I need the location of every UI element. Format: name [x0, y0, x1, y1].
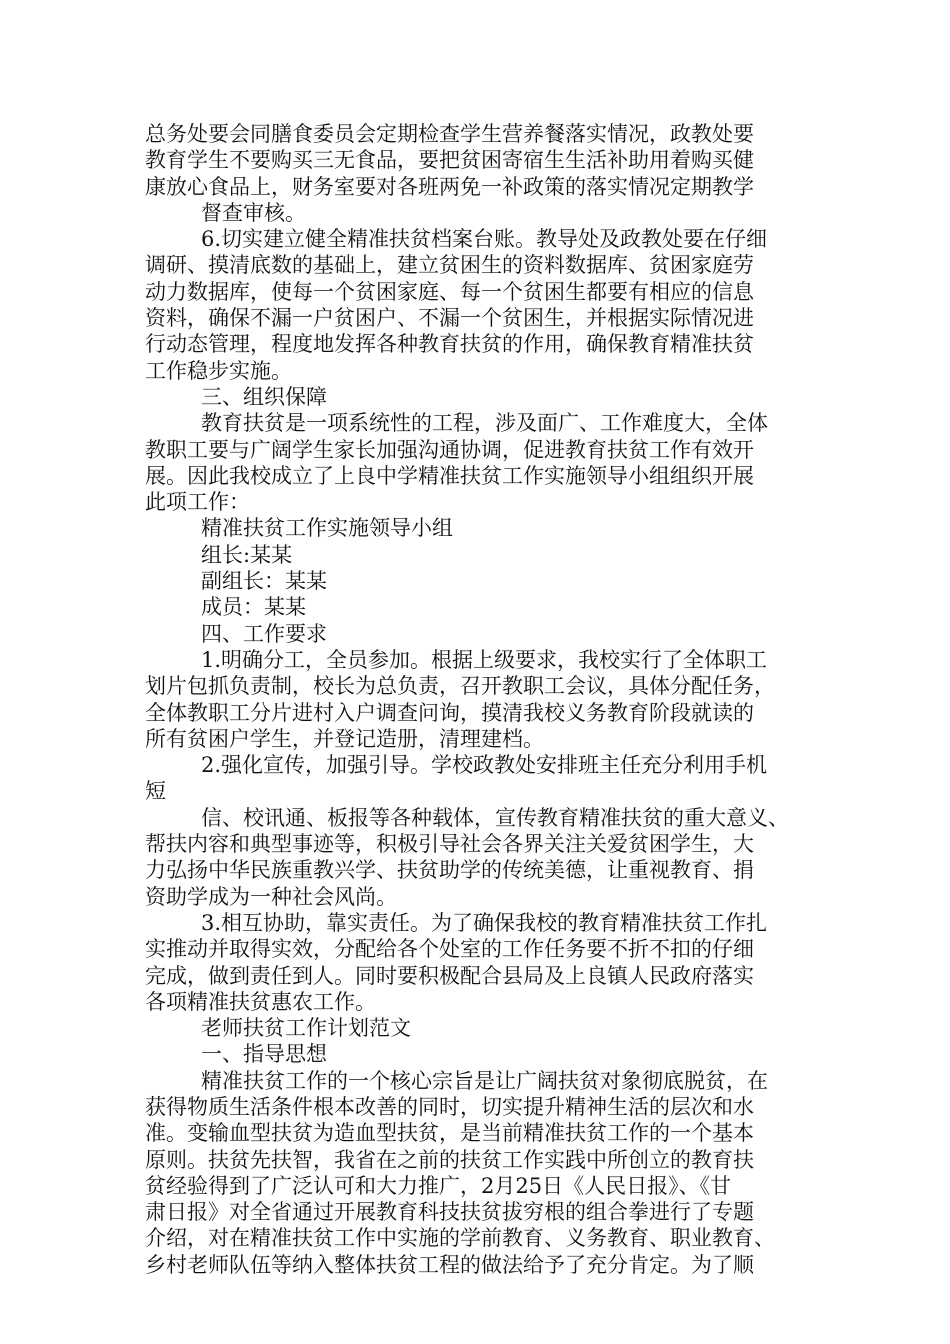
text-line: 工作稳步实施。: [145, 358, 292, 383]
text-line: 副组长：某某: [201, 569, 327, 594]
text-line: 一、指导思想: [201, 1042, 327, 1067]
text-line: 行动态管理，程度地发挥各种教育扶贫的作用，确保教育精准扶贫: [145, 332, 754, 357]
text-line: 督查审核。: [201, 200, 306, 225]
text-line: 资助学成为一种社会风尚。: [145, 884, 397, 909]
text-line: 2.强化宣传，加强引导。学校政教处安排班主任充分利用手机: [201, 753, 768, 778]
text-line: 1.明确分工，全员参加。根据上级要求，我校实行了全体职工: [201, 647, 768, 672]
text-line: 贫经验得到了广泛认可和大力推广，2月25日《人民日报》、《甘: [145, 1173, 732, 1198]
text-line: 准。变输血型扶贫为造血型扶贫，是当前精准扶贫工作的一个基本: [145, 1121, 754, 1146]
text-line: 老师扶贫工作计划范文: [201, 1016, 411, 1041]
text-line: 帮扶内容和典型事迹等，积极引导社会各界关注关爱贫困学生，大: [145, 832, 754, 857]
text-line: 展。因此我校成立了上良中学精准扶贫工作实施领导小组组织开展: [145, 463, 754, 488]
text-line: 肃日报》对全省通过开展教育科技扶贫拔穷根的组合拳进行了专题: [145, 1200, 754, 1225]
text-line: 总务处要会同膳食委员会定期检查学生营养餐落实情况，政教处要: [145, 122, 754, 146]
text-line: 全体教职工分片进村入户调查问询，摸清我校义务教育阶段就读的: [145, 700, 754, 725]
text-line: 短: [145, 779, 166, 804]
text-line: 完成，做到责任到人。同时要积极配合县局及上良镇人民政府落实: [145, 963, 754, 988]
text-line: 介绍，对在精准扶贫工作中实施的学前教育、义务教育、职业教育、: [145, 1226, 775, 1251]
text-line: 此项工作：: [145, 490, 250, 515]
text-line: 调研、摸清底数的基础上，建立贫困生的资料数据库、贫困家庭劳: [145, 253, 754, 278]
text-line: 信、校讯通、板报等各种载体，宣传教育精准扶贫的重大意义、: [201, 805, 789, 830]
text-line: 教育学生不要购买三无食品，要把贫困寄宿生生活补助用着购买健: [145, 148, 754, 173]
text-line: 三、组织保障: [201, 384, 327, 409]
text-line: 6.切实建立健全精准扶贫档案台账。教导处及政教处要在仔细: [201, 227, 768, 252]
text-line: 3.相互协助，靠实责任。为了确保我校的教育精准扶贫工作扎: [201, 910, 768, 935]
text-line: 精准扶贫工作的一个核心宗旨是让广阔扶贫对象彻底脱贫，在: [201, 1068, 768, 1093]
text-line: 成员：某某: [201, 595, 306, 620]
text-line: 组长:某某: [201, 542, 293, 567]
text-line: 力弘扬中华民族重教兴学、扶贫助学的传统美德，让重视教育、捐: [145, 858, 754, 883]
text-line: 精准扶贫工作实施领导小组: [201, 516, 453, 541]
text-line: 资料，确保不漏一户贫困户、不漏一个贫困生，并根据实际情况进: [145, 306, 754, 331]
body-text: [145, 121, 830, 1278]
text-line: 实推动并取得实效，分配给各个处室的工作任务要不折不扣的仔细: [145, 937, 754, 962]
text-line: 划片包抓负责制，校长为总负责，召开教职工会议，具体分配任务，: [145, 674, 775, 699]
text-line: 教育扶贫是一项系统性的工程，涉及面广、工作难度大，全体: [201, 411, 768, 436]
text-line: 原则。扶贫先扶智，我省在之前的扶贫工作实践中所创立的教育扶: [145, 1147, 754, 1172]
text-line: 各项精准扶贫惠农工作。: [145, 989, 376, 1014]
text-line: 获得物质生活条件根本改善的同时，切实提升精神生活的层次和水: [145, 1094, 754, 1119]
text-line: 教职工要与广阔学生家长加强沟通协调，促进教育扶贫工作有效开: [145, 437, 754, 462]
text-line: 四、工作要求: [201, 621, 327, 646]
text-line: 康放心食品上，财务室要对各班两免一补政策的落实情况定期教学: [145, 174, 754, 199]
text-line: 乡村老师队伍等纳入整体扶贫工程的做法给予了充分肯定。为了顺: [145, 1252, 754, 1277]
text-line: 动力数据库，使每一个贫困家庭、每一个贫困生都要有相应的信息: [145, 279, 754, 304]
text-line: 所有贫困户学生，并登记造册，清理建档。: [145, 726, 544, 751]
